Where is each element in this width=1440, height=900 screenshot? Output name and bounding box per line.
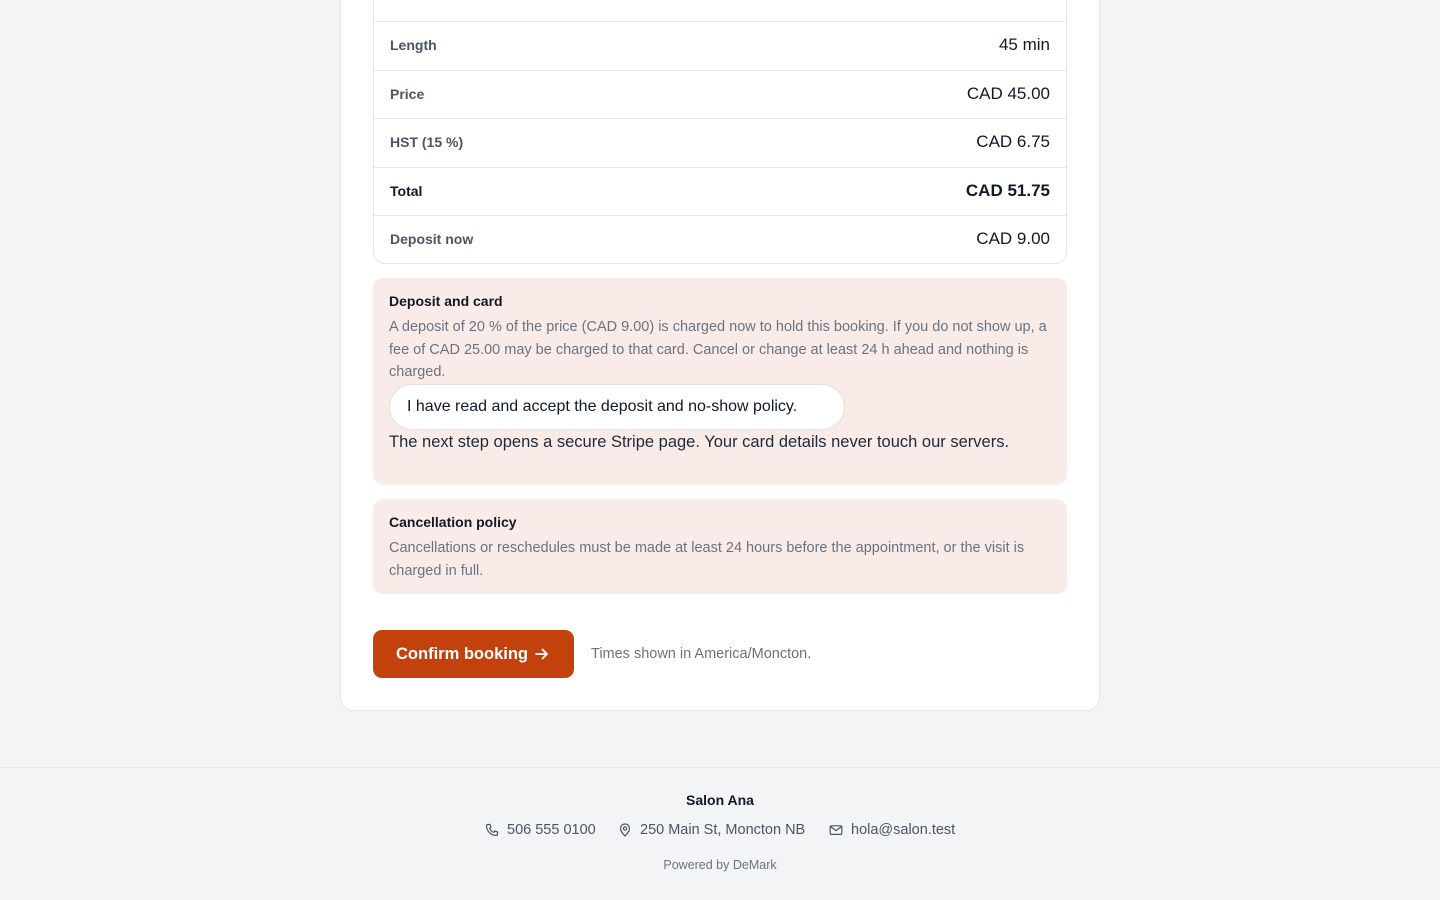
summary-value: CAD 51.75 [965,181,1050,200]
summary-value: CAD 45.00 [966,84,1050,103]
powered-by: Powered by DeMark [663,858,777,872]
footer-phone[interactable] [485,822,596,838]
deposit-text: A deposit of 20 % of the price (CAD 9.00) is charged now to hold this booking. If you do not show up, a fee of CAD 25.00 may be charged to that card. Cancel or change at least 24 h ahead and nothing is charged. [389,319,1047,380]
summary-label: HST (15 %) [390,134,464,150]
email-text: hola@salon.test [851,822,956,838]
deposit-panel [373,278,1067,485]
arrow-right-icon [535,647,549,661]
summary-value: CAD 9.00 [976,229,1050,248]
cancellation-panel [373,499,1067,594]
address-text: 250 Main St, Moncton NB [640,822,806,838]
accept-policy-label: I have read and accept the deposit and no-show policy. [407,398,798,415]
summary-row-date [374,0,1066,19]
mail-icon [829,823,843,837]
phone-icon [485,823,499,837]
accept-policy-checkbox[interactable] [389,384,845,430]
phone-text: 506 555 0100 [507,822,596,838]
summary-row-deposit [374,215,1066,263]
confirm-booking-label: Confirm booking [396,645,528,663]
cancellation-title: Cancellation policy [389,514,517,530]
summary-label: Total [390,183,423,199]
summary-row-length [374,21,1066,69]
deposit-title: Deposit and card [389,293,503,309]
summary-row-total [374,167,1066,215]
footer [0,767,1440,900]
summary-row-price [374,70,1066,118]
footer-address[interactable] [618,822,805,838]
summary-label: Deposit now [390,231,474,247]
salon-name: Salon Ana [686,792,754,808]
summary-row-tax [374,118,1066,166]
footer-email[interactable] [829,822,955,838]
cancellation-text: Cancellations or reschedules must be made at least 24 hours before the appointment, or the visit is charged in full. [389,540,1025,579]
confirm-booking-button[interactable] [373,630,574,678]
summary-value: CAD 6.75 [976,132,1050,151]
stripe-note: The next step opens a secure Stripe page. Your card details never touch our servers. [389,433,1010,451]
summary-value: 45 min [998,35,1050,54]
summary-label: Length [390,37,437,53]
booking-summary-table [373,0,1067,264]
summary-label: Price [390,86,425,102]
map-pin-icon [618,823,632,837]
timezone-note: Times shown in America/Moncton. [591,646,812,662]
